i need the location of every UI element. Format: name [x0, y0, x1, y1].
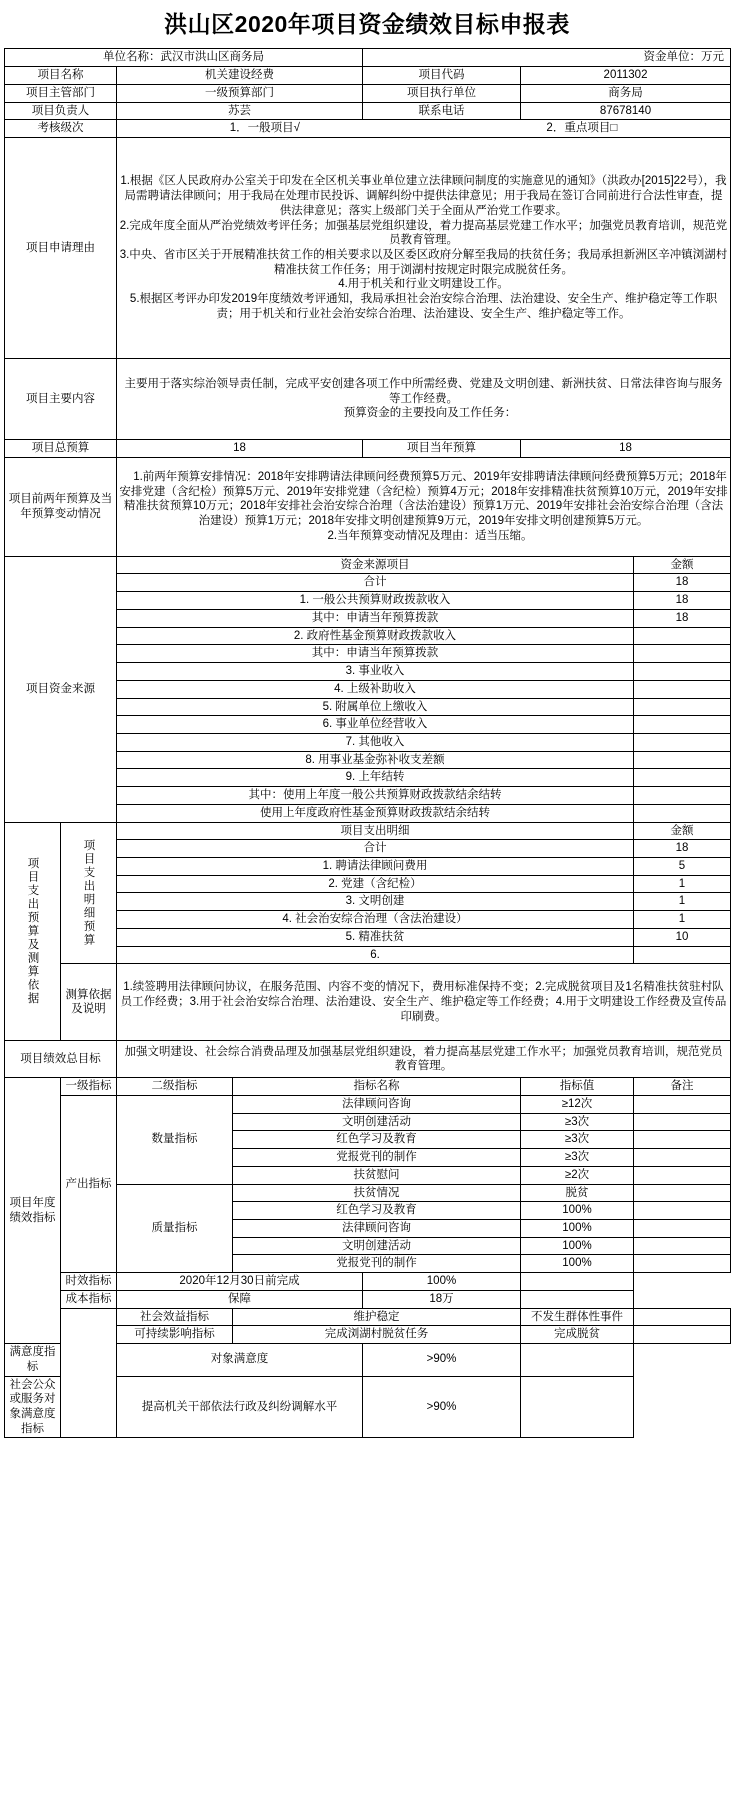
measurement-basis-label: 测算依据及说明	[61, 964, 117, 1041]
project-code-label: 项目代码	[363, 67, 521, 85]
performance-indicator-name: 完成浏湖村脱贫任务	[233, 1326, 521, 1344]
performance-indicator-remark	[634, 1149, 731, 1167]
budget-change-row	[5, 457, 731, 556]
assessment-level-options	[117, 120, 731, 138]
performance-indicator-name: 提高机关干部依法行政及纠纷调解水平	[117, 1376, 363, 1438]
funding-source-label: 项目资金来源	[5, 556, 117, 822]
expenditure-amount: 5	[634, 857, 731, 875]
project-name-label: 项目名称	[5, 67, 117, 85]
performance-indicator-value: ≥3次	[521, 1113, 634, 1131]
performance-indicator-name: 红色学习及教育	[233, 1202, 521, 1220]
expenditure-col-amount: 金额	[634, 822, 731, 840]
expenditure-item: 3. 文明创建	[117, 893, 634, 911]
performance-indicator-value: 100%	[521, 1255, 634, 1273]
budget-totals-row	[5, 440, 731, 458]
performance-indicator-remark	[521, 1344, 634, 1376]
performance-col-value: 指标值	[521, 1078, 634, 1096]
performance-indicator-value: >90%	[363, 1376, 521, 1438]
responsible-person-label: 项目负责人	[5, 102, 117, 120]
performance-row	[5, 1273, 731, 1291]
responsible-person-value: 苏芸	[117, 102, 363, 120]
year-budget-label: 项目当年预算	[363, 440, 521, 458]
performance-row	[5, 1096, 731, 1114]
performance-indicator-value: 100%	[521, 1237, 634, 1255]
performance-indicator-name: 维护稳定	[233, 1308, 521, 1326]
funding-item: 6. 事业单位经营收入	[117, 716, 634, 734]
performance-indicator-remark	[634, 1308, 731, 1326]
performance-indicator-remark	[634, 1113, 731, 1131]
funding-amount: 18	[634, 574, 731, 592]
assessment-level-label: 考核级次	[5, 120, 117, 138]
performance-indicator-value: 不发生群体性事件	[521, 1308, 634, 1326]
total-budget-value: 18	[117, 440, 363, 458]
expenditure-amount: 18	[634, 840, 731, 858]
apply-reason-p3: 3.中央、省市区关于开展精准扶贫工作的相关要求以及区委区政府分解至我局的扶贫任务；我局承担新洲区辛冲镇浏湖村精准扶贫工作任务；用于浏湖村按规定时限完成脱贫任务。	[119, 249, 728, 276]
funding-item: 合计	[117, 574, 634, 592]
apply-reason-p4: 4.用于机关和行业文明建设工作。	[338, 278, 509, 291]
expenditure-amount	[634, 946, 731, 964]
performance-indicator-value: 100%	[363, 1273, 521, 1291]
performance-level2-social-benefit: 社会效益指标	[117, 1308, 233, 1326]
performance-indicator-remark	[521, 1290, 634, 1308]
expenditure-item: 2. 党建（含纪检）	[117, 875, 634, 893]
performance-level2-timeliness: 时效指标	[61, 1273, 117, 1291]
performance-indicator-name: 党报党刊的制作	[233, 1149, 521, 1167]
performance-indicator-remark	[521, 1273, 634, 1291]
performance-indicator-name: 文明创建活动	[233, 1113, 521, 1131]
performance-indicator-name: 文明创建活动	[233, 1237, 521, 1255]
performance-indicator-remark	[634, 1202, 731, 1220]
performance-col-name: 指标名称	[233, 1078, 521, 1096]
budget-change-p1: 1.前两年预算安排情况：2018年安排聘请法律顾问经费预算5万元、2019年安排聘请法律顾问经费预算5万元；2018年安排党建（含纪检）预算5万元、2019年安排党建（含纪检）预算4万元；2018年安排精准扶贫预算10万元，2019年安排精准扶贫预算10万元；2018年安排社会治安综合治理（含法治建设）预算1万元、2019年安排社会治安综合治理（含法治建设）预算1万元；2018年安排文明创建预算9万元，2019年安排文明创建预算5万元。	[119, 470, 728, 528]
performance-col-remark: 备注	[634, 1078, 731, 1096]
performance-indicator-name: 对象满意度	[117, 1344, 363, 1376]
performance-level2-sustainable-impact: 可持续影响指标	[117, 1326, 233, 1344]
performance-indicator-value: ≥12次	[521, 1096, 634, 1114]
funding-item: 8. 用事业基金弥补收支差额	[117, 751, 634, 769]
performance-label: 项目年度绩效指标	[5, 1078, 61, 1344]
performance-indicator-name: 法律顾问咨询	[233, 1220, 521, 1238]
supervising-dept-label: 项目主管部门	[5, 84, 117, 102]
performance-indicator-remark	[521, 1376, 634, 1438]
assessment-level-row	[5, 120, 731, 138]
funding-amount	[634, 627, 731, 645]
performance-indicator-value: 脱贫	[521, 1184, 634, 1202]
funding-amount	[634, 680, 731, 698]
main-content-text	[117, 359, 731, 440]
assessment-option-general[interactable]: 1．一般项目√	[229, 122, 300, 135]
unit-name: 单位名称：武汉市洪山区商务局	[5, 49, 363, 67]
expenditure-outer-label	[5, 822, 61, 1041]
performance-level2-public-satisfaction: 社会公众或服务对象满意度指标	[5, 1376, 61, 1438]
budget-change-label: 项目前两年预算及当年预算变动情况	[5, 457, 117, 556]
performance-indicator-remark	[634, 1255, 731, 1273]
performance-indicator-value: ≥3次	[521, 1149, 634, 1167]
contact-phone-value: 87678140	[521, 102, 731, 120]
measurement-basis-text: 1.续签聘用法律顾问协议，在服务范围、内容不变的情况下，费用标准保持不变；2.完成脱贫项目及1名精准扶贫驻村队员工作经费；3.用于社会治安综合治理、法治建设、安全生产、维护稳定等工作经费；4.用于文明建设工作经费及宣传品印刷费。	[117, 964, 731, 1041]
performance-indicator-name: 扶贫情况	[233, 1184, 521, 1202]
funding-amount	[634, 804, 731, 822]
funding-item: 其中：申请当年预算拨款	[117, 645, 634, 663]
expenditure-item: 4. 社会治安综合治理（含法治建设）	[117, 911, 634, 929]
expenditure-amount: 1	[634, 875, 731, 893]
basic-info-row	[5, 84, 731, 102]
performance-indicator-name: 2020年12月30日前完成	[117, 1273, 363, 1291]
funding-amount: 18	[634, 592, 731, 610]
funding-item: 4. 上级补助收入	[117, 680, 634, 698]
main-content-p1: 主要用于落实综治领导责任制，完成平安创建各项工作中所需经费、党建及文明创建、新洲扶贫、日常法律咨询与服务等工作经费。	[124, 377, 723, 405]
apply-reason-p5: 5.根据区考评办印发2019年度绩效考评通知，我局承担社会治安综合治理、法治建设、安全生产、维护稳定等工作职责；用于机关和行业社会治安综合治理、法治建设、安全生产、维护稳定等工作。	[129, 293, 718, 320]
apply-reason-p1: 1.根据《区人民政府办公室关于印发在全区机关事业单位建立法律顾问制度的实施意见的通知》（洪政办[2015]22号），我局需聘请法律顾问；用于我局在处理市民投诉、调解纠纷中提供法律意见；用于我局在签订合同前进行合法性审查，提供法律意见；落实上级部门关于全面从严治党工作要求。	[120, 175, 727, 217]
funding-amount	[634, 698, 731, 716]
performance-col-level1: 一级指标	[61, 1078, 117, 1096]
expenditure-header-row	[5, 822, 731, 840]
funding-source-col-amount: 金额	[634, 556, 731, 574]
contact-phone-label: 联系电话	[363, 102, 521, 120]
performance-indicator-remark	[634, 1220, 731, 1238]
funding-amount	[634, 733, 731, 751]
main-content-label: 项目主要内容	[5, 359, 117, 440]
funding-amount	[634, 716, 731, 734]
executing-unit-label: 项目执行单位	[363, 84, 521, 102]
performance-level2-satisfaction: 满意度指标	[5, 1344, 61, 1376]
performance-indicator-remark	[634, 1131, 731, 1149]
performance-indicator-name: 扶贫慰问	[233, 1166, 521, 1184]
performance-indicator-name: 保障	[117, 1290, 363, 1308]
performance-col-level2: 二级指标	[117, 1078, 233, 1096]
performance-indicator-remark	[634, 1184, 731, 1202]
performance-indicator-remark	[634, 1096, 731, 1114]
funding-amount	[634, 769, 731, 787]
form-table	[4, 48, 731, 1438]
funding-amount	[634, 663, 731, 681]
expenditure-detail-label	[61, 822, 117, 964]
apply-reason-row	[5, 138, 731, 359]
funding-item: 9. 上年结转	[117, 769, 634, 787]
funding-item: 其中：申请当年预算拨款	[117, 609, 634, 627]
overall-goal-text: 加强文明建设、社会综合消费品理及加强基层党组织建设，着力提高基层党建工作水平；加强党员教育培训，规范党员教育管理。	[117, 1041, 731, 1078]
performance-indicator-value: ≥3次	[521, 1131, 634, 1149]
performance-indicator-value: 100%	[521, 1202, 634, 1220]
performance-level2-quality: 质量指标	[117, 1184, 233, 1273]
main-content-row	[5, 359, 731, 440]
funding-item: 7. 其他收入	[117, 733, 634, 751]
performance-header-row	[5, 1078, 731, 1096]
performance-indicator-remark	[634, 1237, 731, 1255]
performance-indicator-remark	[634, 1166, 731, 1184]
year-budget-value: 18	[521, 440, 731, 458]
expenditure-amount: 1	[634, 893, 731, 911]
funding-item: 5. 附属单位上缴收入	[117, 698, 634, 716]
project-name-value: 机关建设经费	[117, 67, 363, 85]
apply-reason-label: 项目申请理由	[5, 138, 117, 359]
funding-source-header-row	[5, 556, 731, 574]
executing-unit-value: 商务局	[521, 84, 731, 102]
funding-source-col-item: 资金来源项目	[117, 556, 634, 574]
performance-indicator-value: 完成脱贫	[521, 1326, 634, 1344]
basic-info-row	[5, 102, 731, 120]
funding-amount	[634, 645, 731, 663]
performance-level1-effect	[61, 1308, 117, 1438]
performance-indicator-name: 法律顾问咨询	[233, 1096, 521, 1114]
performance-indicator-value: >90%	[363, 1344, 521, 1376]
assessment-option-key[interactable]: 2．重点项目□	[546, 122, 618, 135]
performance-indicator-value: 18万	[363, 1290, 521, 1308]
supervising-dept-value: 一级预算部门	[117, 84, 363, 102]
expenditure-outer-label-text: 项目支出预算及测算依据	[26, 857, 39, 1006]
funding-item: 使用上年度政府性基金预算财政拨款结余结转	[117, 804, 634, 822]
measurement-basis-row	[5, 964, 731, 1041]
budget-change-content	[117, 457, 731, 556]
expenditure-col-item: 项目支出明细	[117, 822, 634, 840]
overall-goal-label: 项目绩效总目标	[5, 1041, 117, 1078]
funding-item: 其中：使用上年度一般公共预算财政拨款结余结转	[117, 787, 634, 805]
performance-level2-quantity: 数量指标	[117, 1096, 233, 1185]
fund-unit: 资金单位：万元	[363, 49, 731, 67]
performance-level2-cost: 成本指标	[61, 1290, 117, 1308]
total-budget-label: 项目总预算	[5, 440, 117, 458]
expenditure-detail-label-text: 项目支出明细预算	[82, 838, 95, 947]
performance-indicator-value: 100%	[521, 1220, 634, 1238]
expenditure-amount: 1	[634, 911, 731, 929]
project-code-value: 2011302	[521, 67, 731, 85]
main-content-p2: 预算资金的主要投向及工作任务：	[343, 407, 517, 420]
overall-goal-row	[5, 1041, 731, 1078]
funding-amount	[634, 787, 731, 805]
page-title: 洪山区2020年项目资金绩效目标申报表	[164, 11, 570, 37]
basic-info-row	[5, 67, 731, 85]
funding-item: 1. 一般公共预算财政拨款收入	[117, 592, 634, 610]
expenditure-item: 5. 精准扶贫	[117, 928, 634, 946]
budget-change-p2: 2.当年预算变动情况及理由：适当压缩。	[327, 529, 533, 542]
funding-item: 2. 政府性基金预算财政拨款收入	[117, 627, 634, 645]
apply-reason-p2: 2.完成年度全面从严治党绩效考评任务；加强基层党组织建设，着力提高基层党建工作水平；加强党员教育培训，规范党员教育管理。	[119, 219, 728, 247]
funding-item: 3. 事业收入	[117, 663, 634, 681]
performance-indicator-name: 党报党刊的制作	[233, 1255, 521, 1273]
apply-reason-content	[117, 138, 731, 359]
unit-bar-row	[5, 49, 731, 67]
performance-indicator-value: ≥2次	[521, 1166, 634, 1184]
performance-level1-output: 产出指标	[61, 1096, 117, 1273]
performance-row	[5, 1308, 731, 1326]
expenditure-amount: 10	[634, 928, 731, 946]
performance-row	[5, 1290, 731, 1308]
funding-amount	[634, 751, 731, 769]
funding-amount: 18	[634, 609, 731, 627]
performance-indicator-name: 红色学习及教育	[233, 1131, 521, 1149]
expenditure-item: 1. 聘请法律顾问费用	[117, 857, 634, 875]
performance-indicator-remark	[634, 1326, 731, 1344]
expenditure-item: 6.	[117, 946, 634, 964]
expenditure-item: 合计	[117, 840, 634, 858]
